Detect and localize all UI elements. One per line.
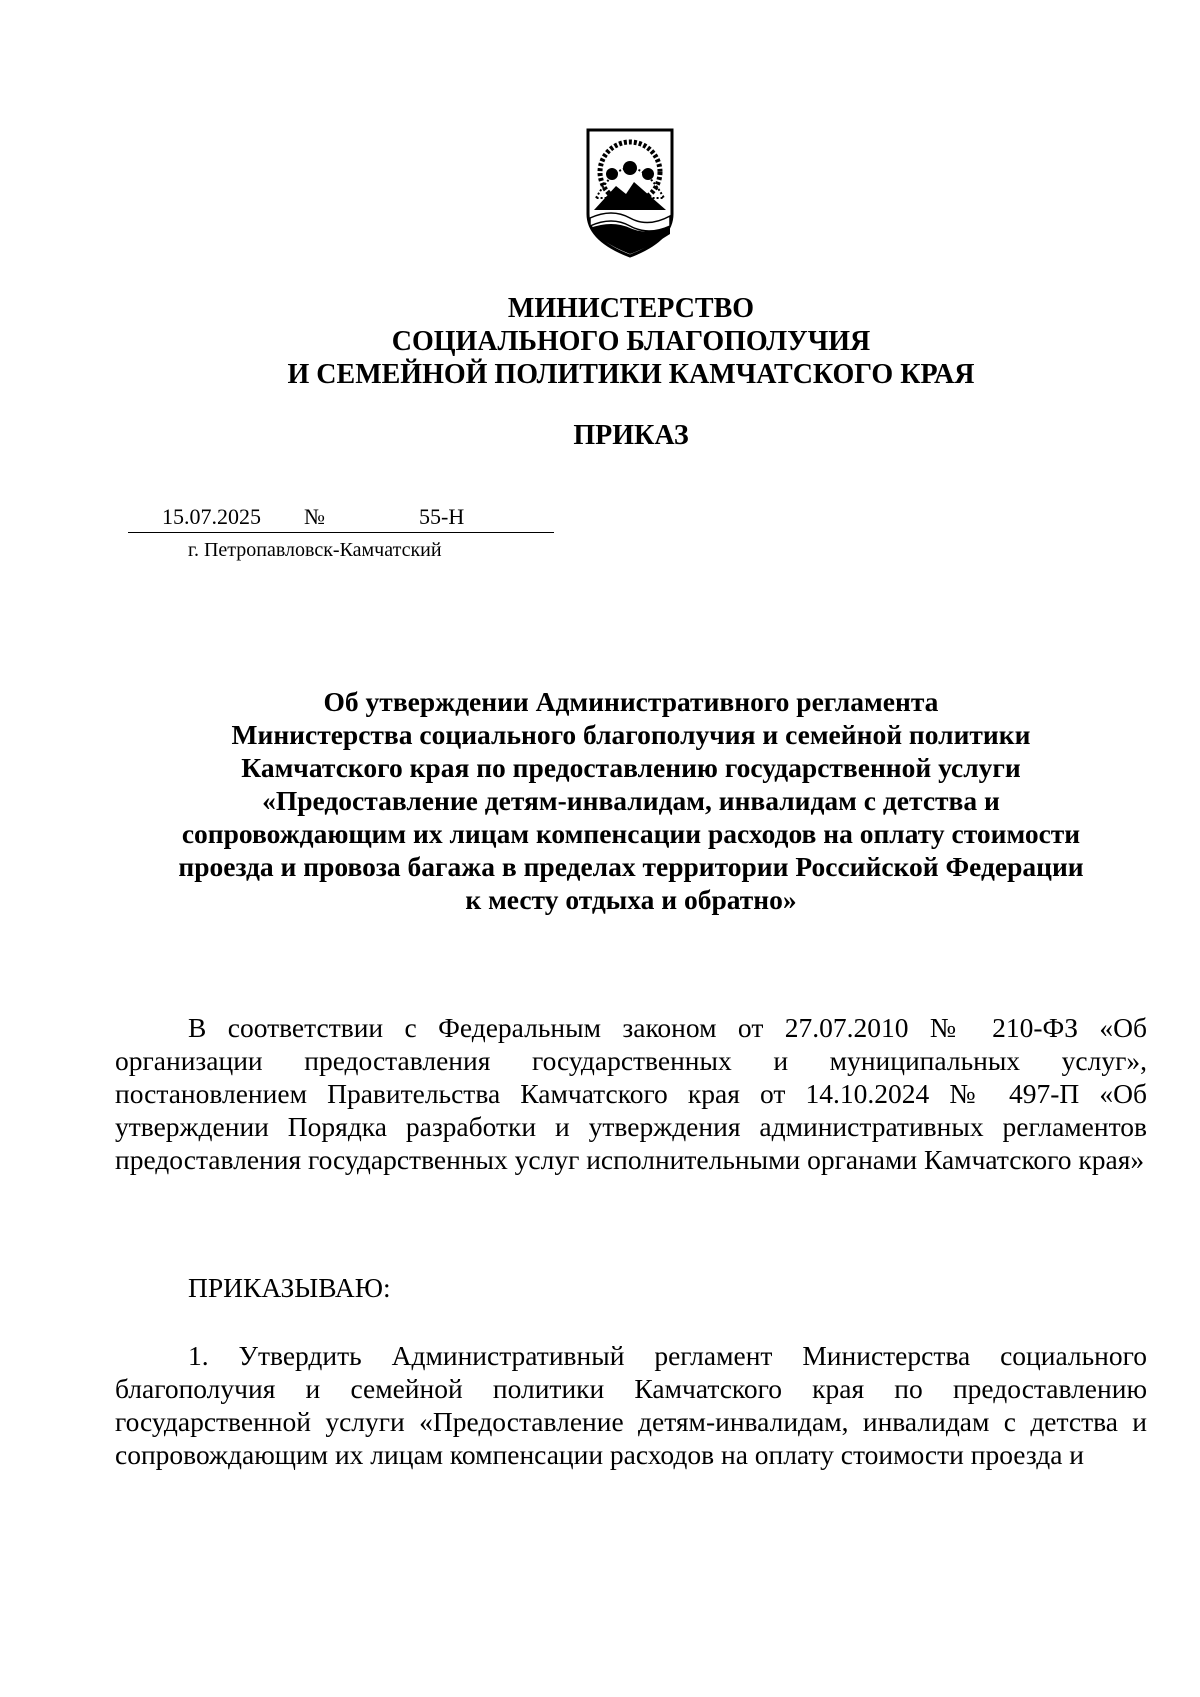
preamble-paragraph: В соответствии с Федеральным законом от 27.07.2010 № 210-ФЗ «Об организации предоставления государственных и муниципальных услуг», постановлением Правительства Камчатского края от 14.10.2024 № 497-П «Об утверждении Порядка разработки и утверждения административных регламентов предоставления государственных услуг исполнительными органами Камчатского края» <box>115 1012 1147 1175</box>
item-1-paragraph: 1. Утвердить Административный регламент Министерства социального благополучия и семейной политики Камчатского края по предоставлению государственной услуги «Предоставление детям-инвалидам, инвалидам с детства и сопровождающим их лицам компенсации расходов на оплату стоимости проезда и <box>115 1340 1147 1470</box>
document-type: ПРИКАЗ <box>573 420 689 451</box>
registration-line <box>128 504 554 533</box>
order-date: 15.07.2025 <box>162 504 261 529</box>
issue-city: г. Петропавловск-Камчатский <box>188 539 442 561</box>
order-number: 55-Н <box>419 504 465 529</box>
ministry-name: МИНИСТЕРСТВО СОЦИАЛЬНОГО БЛАГОПОЛУЧИЯ И СЕМЕЙНОЙ ПОЛИТИКИ КАМЧАТСКОГО КРАЯ <box>287 293 975 390</box>
kamchatka-coat-of-arms-icon <box>582 128 678 258</box>
decree-word: ПРИКАЗЫВАЮ: <box>188 1272 391 1303</box>
number-sign: № <box>304 504 325 529</box>
order-title: Об утверждении Административного регламента Министерства социального благополучия и семейной политики Камчатского края по предоставлению государственной услуги «Предоставление детям-инвалидам, инвалидам с детства и сопровождающим их лицам компенсации расходов на оплату стоимости проезда и провоза багажа в пределах территории Российской Федерации к месту отдыха и обратно» <box>178 686 1084 915</box>
